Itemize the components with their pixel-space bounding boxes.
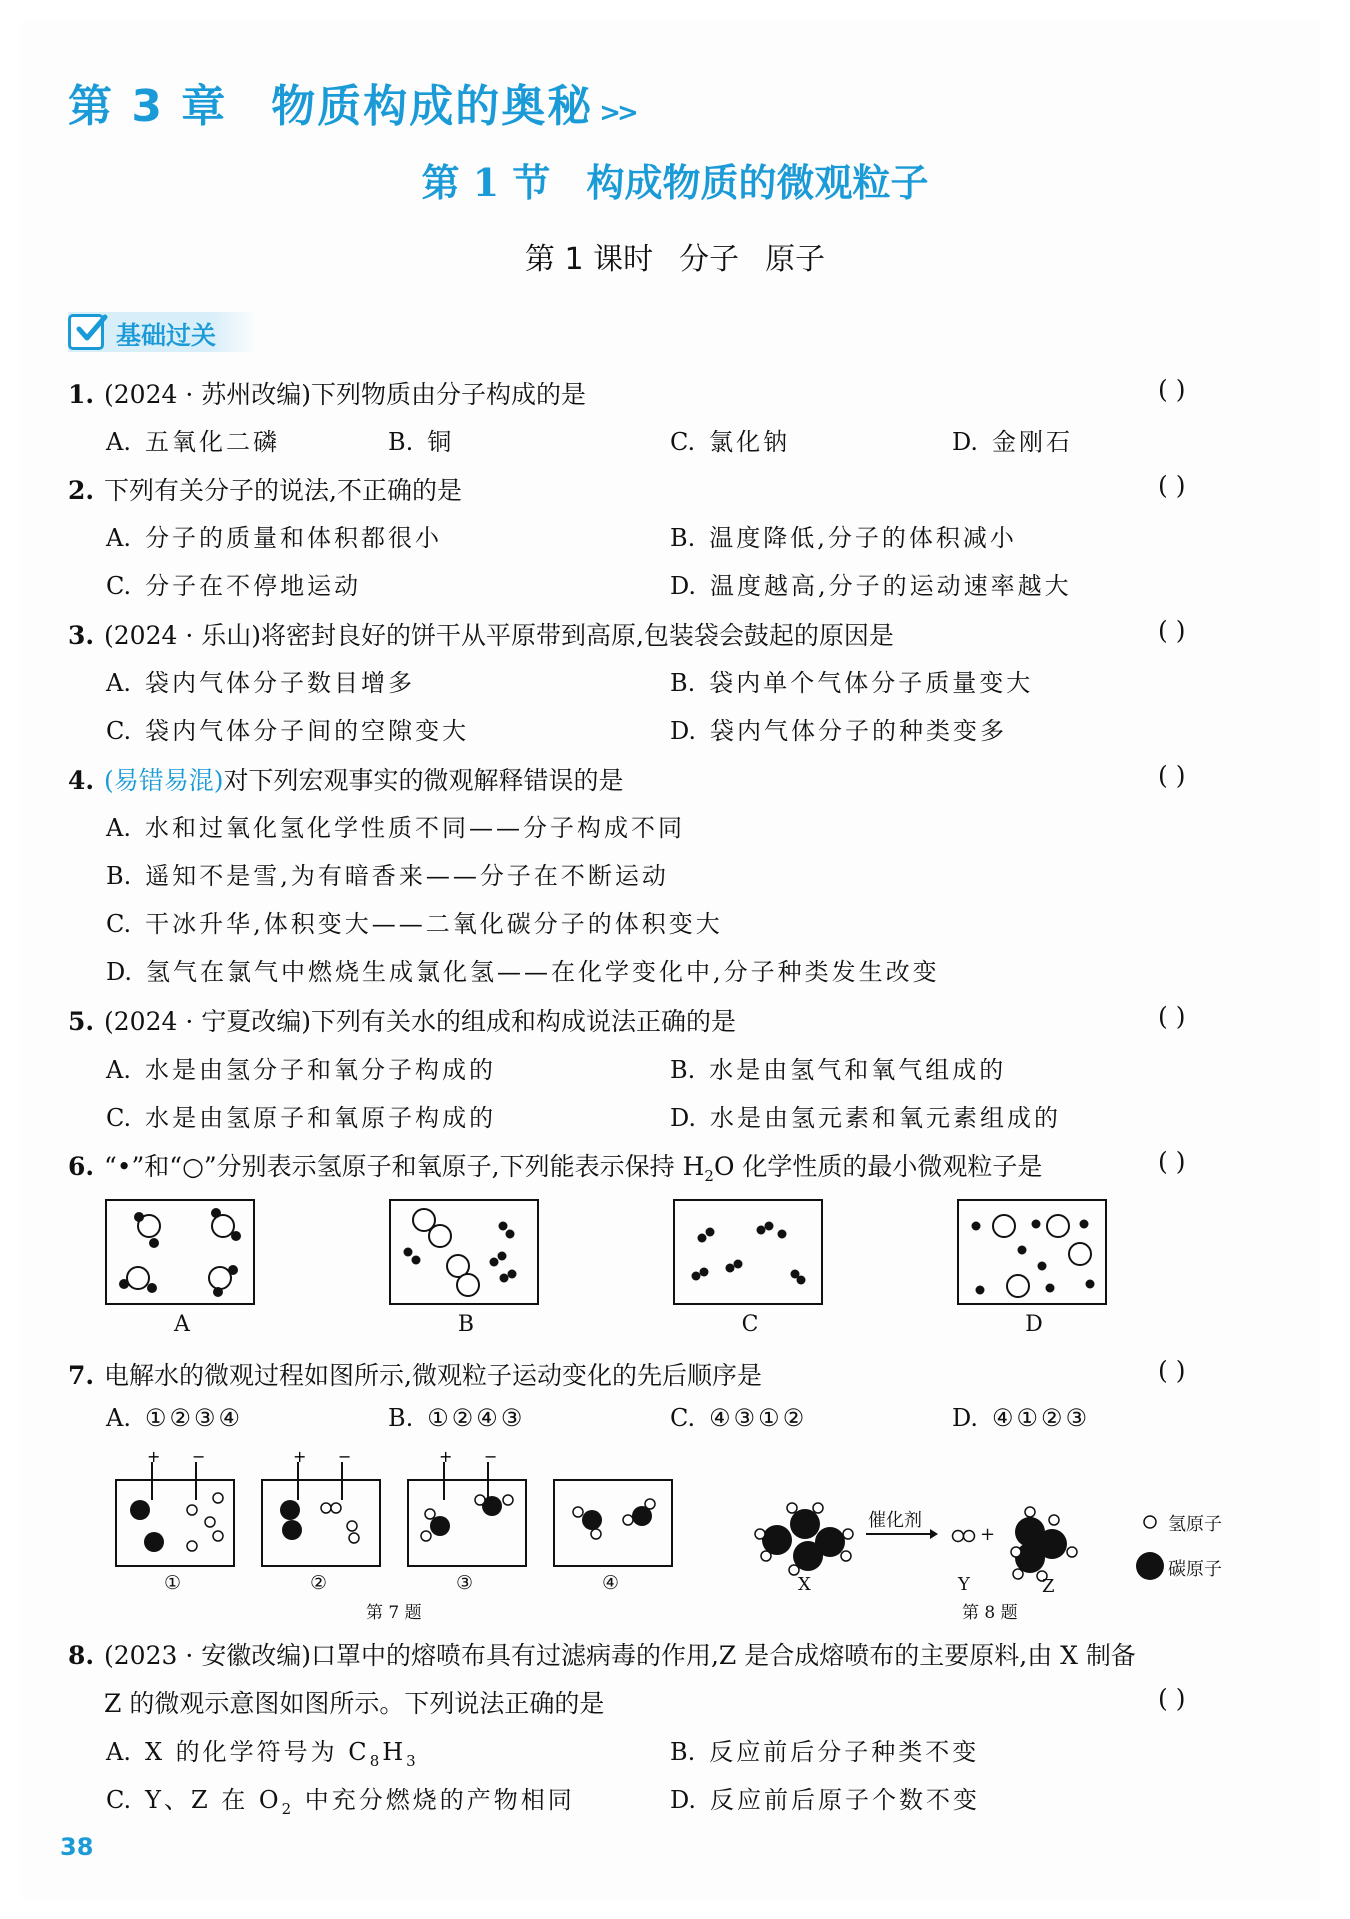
option-letter: B. [388,428,414,456]
question-8 [68,1636,1136,1672]
q6-option-c-figure[interactable] [674,1200,822,1304]
q7-fig-label-1: ① [164,1572,182,1594]
carbon-legend-icon [1136,1552,1164,1580]
option-text: 干冰升华,体积变大——二氧化碳分子的体积变大 [145,910,723,938]
question-stem: 对下列宏观事实的微观解释错误的是 [223,766,624,795]
option-text: 分子的质量和体积都很小 [144,524,442,552]
q8-label-x: X [798,1574,811,1595]
option-letter: C. [106,572,132,600]
question-number: 4. [68,766,95,795]
option-text: ①②④③ [427,1404,526,1432]
svg-text:−: − [484,1447,498,1466]
option-text: 反应前后原子个数不变 [710,1786,981,1814]
question-number: 5. [68,1007,95,1036]
svg-text:+: + [147,1447,161,1466]
section-number: 第 1 节 [421,160,551,205]
option-text: 温度降低,分子的体积减小 [709,524,1017,552]
option-text: 水是由氢原子和氧原子构成的 [145,1104,497,1132]
q7-fig-label-3: ③ [456,1572,474,1594]
q6-label-c: C [741,1312,759,1337]
q7-figure-1 [116,1447,234,1566]
option-text: 五氧化二磷 [144,428,280,456]
option-letter: B. [388,1404,414,1432]
legend-hydrogen-label: 氢原子 [1168,1514,1222,1535]
option-letter: C. [670,1404,696,1432]
option-letter: A. [106,428,131,456]
q8-figure-caption: 第 8 题 [962,1603,1018,1623]
section-title: 构成物质的微观粒子 [586,160,929,205]
question-stem: 将密封良好的饼干从平原带到高原,包装袋会鼓起的原因是 [260,621,894,650]
question-number: 1. [68,380,95,409]
svg-text:+: + [439,1447,453,1466]
svg-text:−: − [338,1447,352,1466]
question-8-line2: Z 的微观示意图如图所示。下列说法正确的是 [104,1689,605,1718]
q8-label-z: Z [1042,1576,1055,1597]
molecule-x [755,1503,853,1575]
chapter-title: 物质构成的奥秘 [271,81,594,132]
option-text: 氯化钠 [709,428,791,456]
question-tag: (易错易混) [104,766,224,795]
q6-option-a-figure[interactable] [106,1200,254,1304]
option-text: 温度越高,分子的运动速率越大 [710,572,1072,600]
molecule-z [1011,1507,1077,1581]
subscript: 3 [406,1751,419,1770]
option-text: 袋内单个气体分子质量变大 [709,669,1034,697]
q8-plus-sign: + [980,1524,996,1545]
question-stem: 下列物质由分子构成的是 [310,380,586,409]
q6-label-d: D [1025,1312,1043,1337]
subscript: 2 [281,1799,295,1818]
q8-catalyst-label: 催化剂 [868,1510,922,1531]
option-letter: A. [106,1738,131,1766]
question-stem-cont: O 化学性质的最小微观粒子是 [713,1152,1043,1181]
option-text: 袋内气体分子间的空隙变大 [145,717,470,745]
subscript: 2 [704,1167,714,1185]
q8-figure [755,1503,1164,1581]
answer-blank-8[interactable]: ( ) [1158,1684,1186,1713]
option-text: 铜 [427,428,455,456]
option-letter: A. [106,1056,131,1084]
option-letter: C. [106,1786,132,1814]
question-number: 2. [68,476,95,505]
molecule-y [953,1531,975,1542]
q7-fig-label-2: ② [310,1572,328,1594]
lesson-part2: 原子 [765,242,826,277]
option-letter: C. [106,910,132,938]
question-source: (2024 · 宁夏改编) [104,1007,311,1036]
option-letter: D. [670,1786,697,1814]
subscript: 8 [369,1751,383,1770]
option-text: 袋内气体分子的种类变多 [710,717,1008,745]
option-text: 分子在不停地运动 [145,572,362,600]
q7-figure-2 [262,1447,380,1566]
question-stem: 口罩中的熔喷布具有过滤病毒的作用,Z 是合成熔喷布的主要原料,由 X 制备 [310,1641,1136,1670]
option-letter: A. [106,669,131,697]
answer-blank-4[interactable]: ( ) [1158,761,1186,790]
q7-option-d[interactable] [952,1404,1090,1432]
answer-blank-2[interactable]: ( ) [1158,471,1186,500]
q6-option-d-figure[interactable] [958,1200,1106,1304]
option-text: 遥知不是雪,为有暗香来——分子在不断运动 [145,862,669,890]
answer-blank-6[interactable]: ( ) [1158,1147,1186,1176]
q7-fig-label-4: ④ [602,1572,620,1594]
option-letter: D. [952,1404,979,1432]
option-text: ①②③④ [144,1404,244,1432]
option-text-cont: H [382,1738,407,1766]
option-letter: A. [106,1404,131,1432]
option-letter: D. [670,572,697,600]
q7-figure-4 [554,1480,672,1566]
answer-blank-7[interactable]: ( ) [1158,1356,1186,1385]
lesson-part1: 分子 [679,242,740,277]
question-source: (2024 · 乐山) [104,621,261,650]
option-letter: D. [670,1104,697,1132]
q7-figure-caption: 第 7 题 [366,1603,422,1623]
q6-label-b: B [457,1312,475,1337]
option-text: 水和过氧化氢化学性质不同——分子构成不同 [144,814,685,842]
question-number: 3. [68,621,95,650]
legend-carbon-label: 碳原子 [1168,1559,1222,1580]
q7-figure-3 [408,1447,526,1566]
badge-label: 基础过关 [116,321,217,350]
option-text: Y、Z 在 O [145,1786,282,1814]
answer-blank-1[interactable]: ( ) [1158,375,1186,404]
q7-option-c[interactable] [670,1404,807,1432]
q6-label-a: A [174,1312,190,1337]
option-letter: D. [106,958,133,986]
option-text: ④③①② [709,1404,808,1432]
option-text: 水是由氢元素和氧元素组成的 [710,1104,1062,1132]
option-text: 氢气在氯气中燃烧生成氯化氢——在化学变化中,分子种类发生改变 [146,958,940,986]
option-text: 金刚石 [992,428,1074,456]
hydrogen-legend-icon [1144,1516,1156,1528]
option-letter: B. [670,669,696,697]
option-letter: B. [670,1056,696,1084]
q8-option-a[interactable] [106,1732,419,1770]
q7-option-b[interactable] [388,1404,525,1432]
question-stem: 下列有关水的组成和构成说法正确的是 [310,1007,736,1036]
q8-option-b[interactable] [670,1732,979,1767]
q6-option-b-figure[interactable] [390,1200,538,1304]
svg-text:+: + [293,1447,307,1466]
option-text: 反应前后分子种类不变 [709,1738,980,1766]
option-letter: A. [106,524,131,552]
option-letter: D. [670,717,697,745]
option-letter: C. [106,1104,132,1132]
question-stem: “•”和“○”分别表示氢原子和氧原子,下列能表示保持 H [104,1152,705,1181]
q7-option-a[interactable] [106,1404,243,1432]
option-letter: C. [670,428,696,456]
option-text: 水是由氢分子和氧分子构成的 [144,1056,496,1084]
question-source: (2024 · 苏州改编) [104,380,311,409]
q8-option-d[interactable] [670,1780,980,1815]
option-letter: B. [106,862,132,890]
option-text: X 的化学符号为 C [144,1738,370,1766]
question-number: 6. [68,1152,95,1181]
question-source: (2023 · 安徽改编) [104,1641,311,1670]
svg-text:−: − [192,1447,206,1466]
question-7 [68,1356,762,1392]
option-text: 袋内气体分子数目增多 [144,669,415,697]
question-stem: 电解水的微观过程如图所示,微观粒子运动变化的先后顺序是 [104,1361,762,1390]
option-letter: B. [670,1738,696,1766]
q8-option-c[interactable] [106,1780,575,1818]
lesson-number: 第 1 课时 [524,242,654,277]
option-text-cont: 中充分燃烧的产物相同 [294,1786,575,1814]
question-stem: 下列有关分子的说法,不正确的是 [104,476,462,505]
option-letter: C. [106,717,132,745]
answer-blank-3[interactable]: ( ) [1158,616,1186,645]
question-number: 7. [68,1361,95,1390]
answer-blank-5[interactable]: ( ) [1158,1002,1186,1031]
chapter-number: 第 3 章 [68,81,228,132]
option-letter: B. [670,524,696,552]
option-text: 水是由氢气和氧气组成的 [709,1056,1007,1084]
option-text: ④①②③ [992,1404,1091,1432]
double-chevron-icon: >> [599,98,635,128]
q8-label-y: Y [958,1574,970,1595]
page-number: 38 [60,1833,94,1861]
question-number: 8. [68,1641,95,1670]
option-letter: D. [952,428,979,456]
option-letter: A. [106,814,131,842]
